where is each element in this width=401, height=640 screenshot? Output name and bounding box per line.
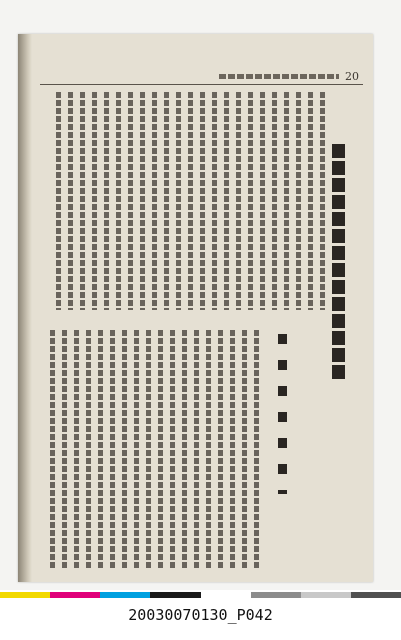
color-swatch xyxy=(50,592,100,598)
article-author xyxy=(278,334,287,494)
color-swatch xyxy=(251,592,301,598)
color-swatch xyxy=(351,592,401,598)
color-swatch xyxy=(201,592,251,598)
color-calibration-strip xyxy=(0,592,401,598)
color-swatch xyxy=(301,592,351,598)
running-title xyxy=(219,74,339,79)
color-swatch xyxy=(0,592,50,598)
color-swatch xyxy=(100,592,150,598)
image-id-caption: 20030070130_P042 xyxy=(128,606,273,624)
color-swatch xyxy=(150,592,200,598)
book-page xyxy=(18,34,373,582)
page-gutter xyxy=(18,34,32,582)
page-number: 20 xyxy=(345,70,359,83)
header-rule xyxy=(40,84,363,85)
article-title xyxy=(332,144,345,382)
